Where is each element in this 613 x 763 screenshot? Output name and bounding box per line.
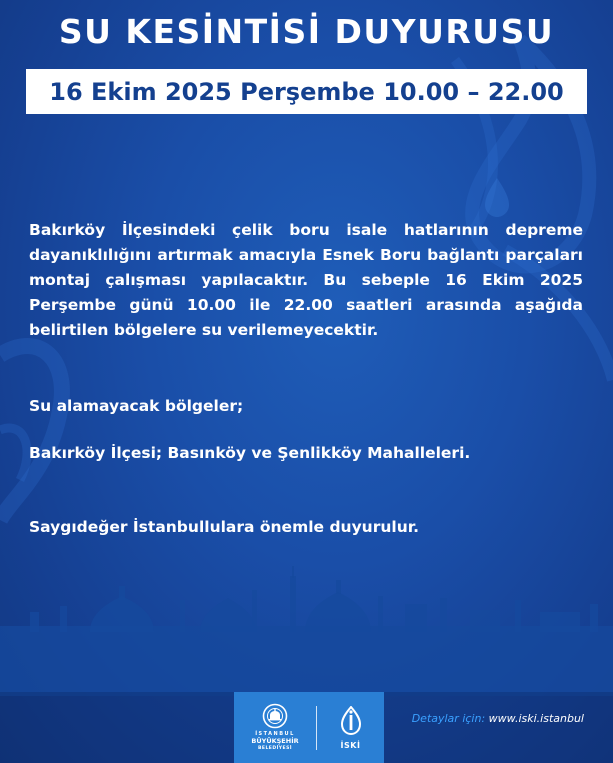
body-paragraph: Bakırköy İlçesindeki çelik boru isale hatlarının depreme dayanıklılığını artırmak amacıyla Esnek Boru bağlantı parçaları montaj çalışması yapılacaktır. Bu sebeple 16 Ekim 2025 Perşembe günü 10.00 ile 22.00 saatleri arasında aşağıda belirtilen bölgelere su verilemeyecektir. — [29, 221, 583, 339]
regions-heading: Su alamayacak bölgeler; — [29, 397, 244, 415]
logo-box — [234, 692, 384, 763]
date-banner — [26, 69, 587, 114]
regions-list: Bakırköy İlçesi; Basınköy ve Şenlikköy Mahalleleri. — [29, 444, 471, 462]
ibb-emblem-icon — [262, 703, 288, 729]
closing-statement: Saygıdeğer İstanbullulara önemle duyurulur. — [29, 518, 420, 536]
ibb-logo-line1: İSTANBUL — [255, 731, 295, 737]
ibb-logo-line2: BÜYÜKŞEHİR — [251, 737, 299, 745]
date-time-text: 16 Ekim 2025 Perşembe 10.00 – 22.00 — [49, 77, 564, 106]
ibb-logo-line3: BELEDİYESİ — [257, 746, 293, 751]
details-line — [412, 712, 584, 725]
details-url[interactable]: www.iski.istanbul — [488, 712, 584, 725]
details-label: Detaylar için: — [411, 712, 486, 725]
iski-emblem-icon — [340, 706, 362, 740]
ibb-logo — [234, 692, 316, 763]
iski-logo-text: İSKİ — [340, 740, 361, 750]
announcement-title: SU KESİNTİSİ DUYURUSU — [58, 12, 555, 51]
logo-divider — [316, 706, 317, 750]
iski-logo — [317, 692, 384, 763]
